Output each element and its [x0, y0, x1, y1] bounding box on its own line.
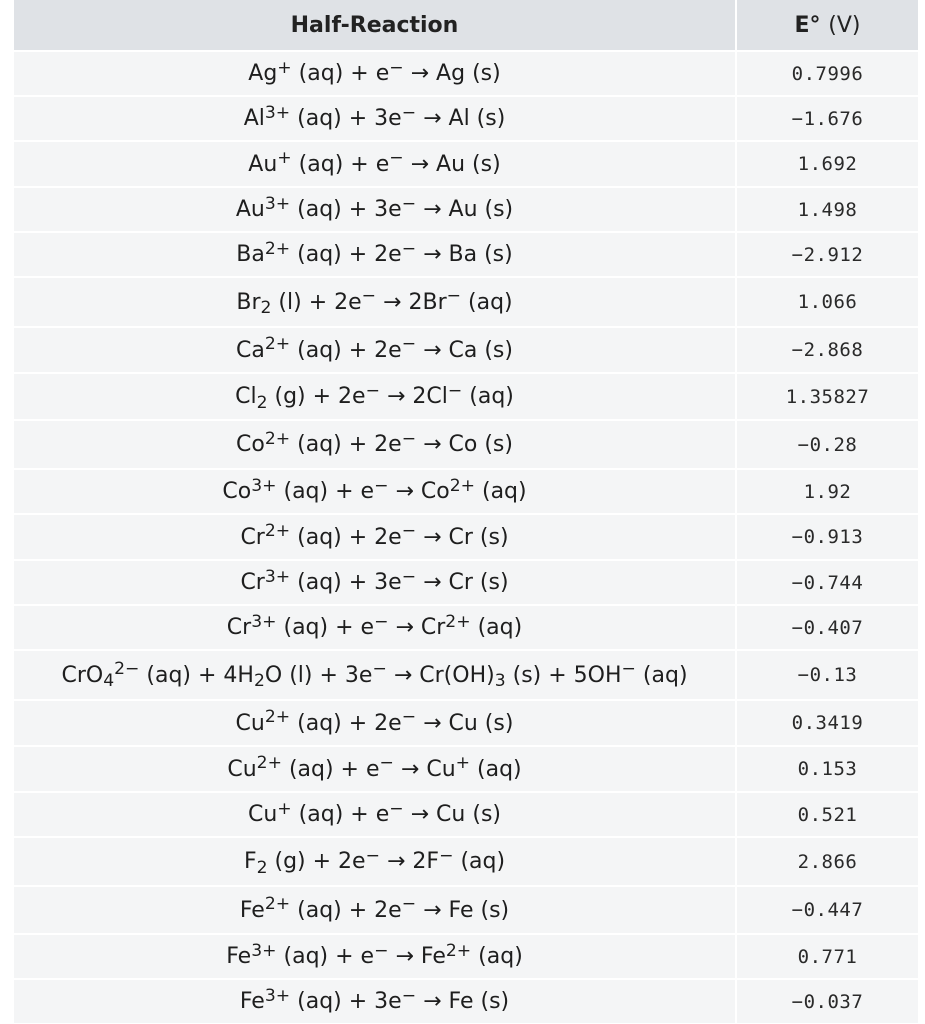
potential-cell: 1.92 — [736, 469, 918, 514]
half-reaction-cell: Cu+ (aq) + e− → Cu (s) — [14, 792, 736, 837]
potential-cell: −0.913 — [736, 514, 918, 560]
potential-cell: 1.692 — [736, 141, 918, 187]
table-row — [14, 420, 918, 469]
potential-cell: −0.037 — [736, 979, 918, 1023]
table-body — [14, 51, 918, 1023]
potential-cell: −2.868 — [736, 327, 918, 373]
half-reaction-cell: $Ba^{2+}$ (aq) + 2e− → Ba (s) — [14, 232, 736, 277]
table-row — [14, 979, 918, 1023]
table-row — [14, 837, 918, 886]
table-row — [14, 560, 918, 605]
table-row — [14, 746, 918, 792]
table-row — [14, 232, 918, 277]
potential-cell: 2.866 — [736, 837, 918, 886]
half-reaction-cell: $Cu^{2+}$ (aq) + 2e− → Cu (s) — [14, 700, 736, 746]
half-reaction-cell: $Co^{3+}$ $(aq) + e^- \to Co^{2+}$ (aq) — [14, 469, 736, 514]
half-reaction-cell: $Cu^{2+}$ (aq) + e− → Cu+ (aq) — [14, 746, 736, 792]
table-row — [14, 327, 918, 373]
table-row — [14, 934, 918, 979]
table-row — [14, 886, 918, 934]
half-reaction-cell: $Al^{3+}$ (aq) + 3e− → Al (s) — [14, 96, 736, 141]
half-reaction-cell: $Br_2$ (l) + 2e− → 2Br− (aq) — [14, 277, 736, 327]
half-reaction-cell: CrO$_4^{2-}$ $(aq) + 4H_2O$ $(l) + 3e^- \to Cr(OH)_3$ (s) + 5OH− (aq) — [14, 650, 736, 700]
potential-cell: 1.066 — [736, 277, 918, 327]
half-reaction-cell: $Ca^{2+}$ (aq) + 2e− → Ca (s) — [14, 327, 736, 373]
half-reaction-cell: $Cr^{2+}$ (aq) + 2e− → Cr (s) — [14, 514, 736, 560]
potential-cell: 0.3419 — [736, 700, 918, 746]
header-half-reaction: Half-Reaction — [14, 0, 736, 51]
half-reaction-cell: Ag+ (aq) + e− → Ag (s) — [14, 51, 736, 96]
potential-cell: 0.153 — [736, 746, 918, 792]
table-row — [14, 96, 918, 141]
potential-cell: 0.771 — [736, 934, 918, 979]
half-reaction-cell: $F_2$ (g) + 2e− → 2F− (aq) — [14, 837, 736, 886]
potential-cell: −0.447 — [736, 886, 918, 934]
potential-cell: 1.498 — [736, 187, 918, 232]
half-reaction-cell: $Fe^{2+}$ (aq) + 2e− → Fe (s) — [14, 886, 736, 934]
table-row — [14, 373, 918, 420]
table-header — [14, 0, 918, 51]
potential-cell: −0.28 — [736, 420, 918, 469]
table-row — [14, 187, 918, 232]
half-reaction-cell: $Cr^{3+}$ $(aq) + e^- \to Cr^{2+}$ (aq) — [14, 605, 736, 650]
half-reaction-cell: Au+ (aq) + e− → Au (s) — [14, 141, 736, 187]
table-row — [14, 605, 918, 650]
reduction-potentials-table-container — [14, 0, 918, 1023]
table-row — [14, 514, 918, 560]
potential-cell: 1.35827 — [736, 373, 918, 420]
half-reaction-cell: $Cl_2$ (g) + 2e− → 2Cl− (aq) — [14, 373, 736, 420]
potential-cell: 0.7996 — [736, 51, 918, 96]
header-potential-unit: (V) — [828, 12, 861, 38]
header-potential-symbol: E° — [794, 12, 821, 38]
potential-cell: −0.744 — [736, 560, 918, 605]
half-reaction-cell: $Au^{3+}$ (aq) + 3e− → Au (s) — [14, 187, 736, 232]
table-row — [14, 469, 918, 514]
header-potential — [736, 0, 918, 51]
reduction-potentials-table — [14, 0, 918, 1023]
potential-cell: 0.521 — [736, 792, 918, 837]
half-reaction-cell: $Co^{2+}$ (aq) + 2e− → Co (s) — [14, 420, 736, 469]
table-row — [14, 51, 918, 96]
table-row — [14, 700, 918, 746]
potential-cell: −0.407 — [736, 605, 918, 650]
table-row — [14, 650, 918, 700]
potential-cell: −2.912 — [736, 232, 918, 277]
half-reaction-cell: $Cr^{3+}$ (aq) + 3e− → Cr (s) — [14, 560, 736, 605]
potential-cell: −1.676 — [736, 96, 918, 141]
table-row — [14, 277, 918, 327]
header-row — [14, 0, 918, 51]
table-row — [14, 141, 918, 187]
potential-cell: −0.13 — [736, 650, 918, 700]
half-reaction-cell: $Fe^{3+}$ $(aq) + e^- \to Fe^{2+}$ (aq) — [14, 934, 736, 979]
table-row — [14, 792, 918, 837]
half-reaction-cell: $Fe^{3+}$ (aq) + 3e− → Fe (s) — [14, 979, 736, 1023]
